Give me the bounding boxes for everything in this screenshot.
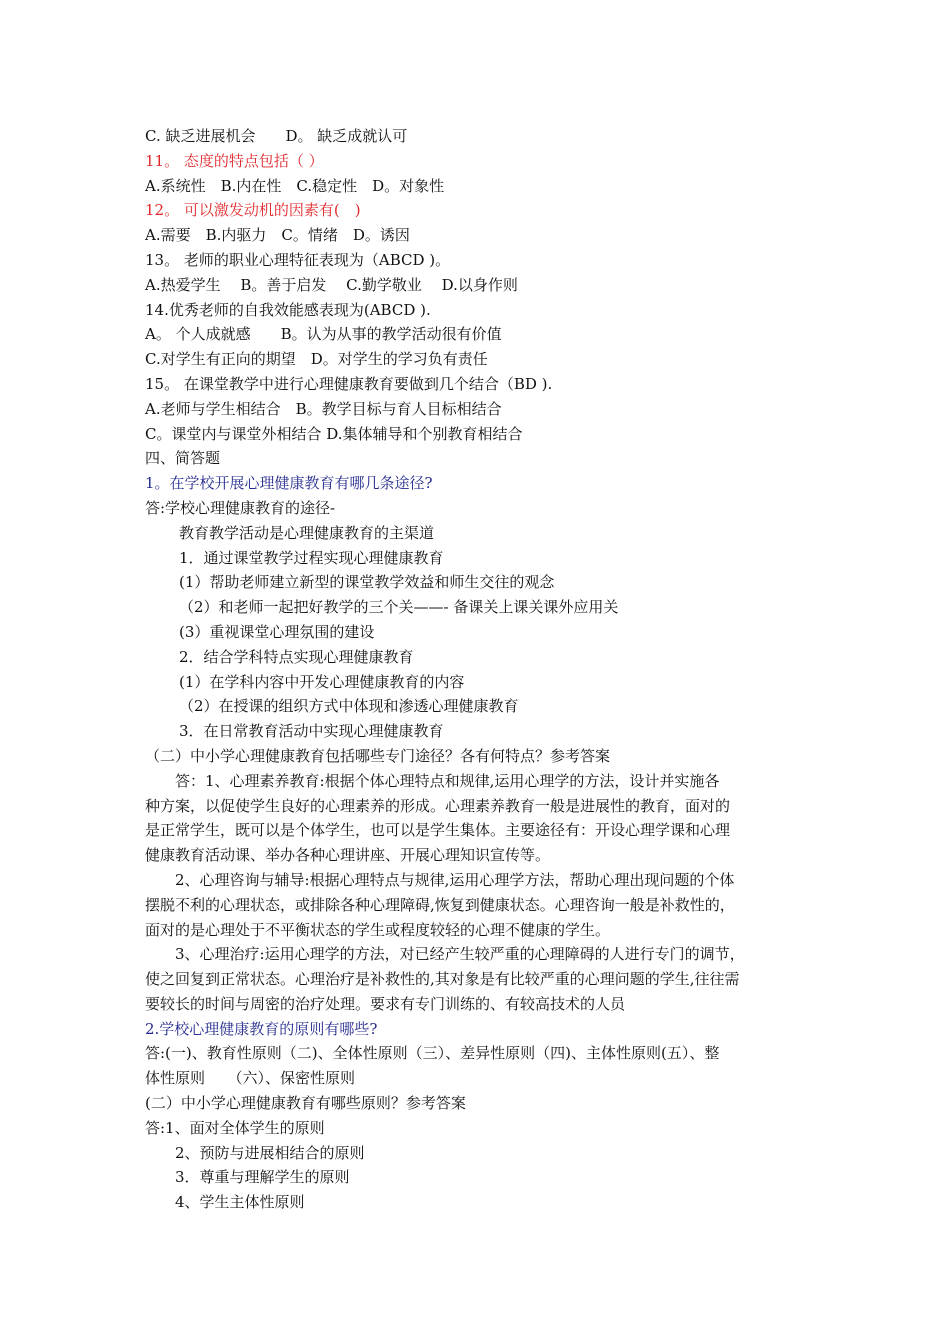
answer-line: (1）帮助老师建立新型的课堂教学效益和师生交往的观念 bbox=[179, 573, 555, 592]
answer-paragraph-3 bbox=[145, 942, 815, 1016]
paragraph-line: 要较长的时间与周密的治疗处理。要求有专门训练的、有较高技术的人员 bbox=[145, 994, 626, 1013]
answer-line: 2．结合学科特点实现心理健康教育 bbox=[179, 647, 414, 666]
answer-line: （2）在授课的组织方式中体现和渗透心理健康教育 bbox=[179, 697, 519, 716]
paragraph-line: 是正常学生，既可以是个体学生，也可以是学生集体。主要途径有：开设心理学课和心理 bbox=[145, 821, 731, 840]
answer-line: （2）和老师一起把好教学的三个关——- 备课关上课关课外应用关 bbox=[179, 598, 619, 617]
short-question-3: 2.学校心理健康教育的原则有哪些? bbox=[145, 1019, 378, 1038]
paragraph-line: 摆脱不利的心理状态，或排除各种心理障碍,恢复到健康状态。心理咨询一般是补救性的， bbox=[145, 895, 735, 914]
options-14-a: A。 个人成就感 B。认为从事的教学活动很有价值 bbox=[145, 325, 502, 344]
options-11: A.系统性 B.内在性 C.稳定性 D。对象性 bbox=[145, 176, 445, 195]
options-14-b: C.对学生有正向的期望 D。对学生的学习负有责任 bbox=[145, 350, 488, 369]
answer-line: 1．通过课堂教学过程实现心理健康教育 bbox=[179, 548, 444, 567]
options-12: A.需要 B.内驱力 C。情绪 D。诱因 bbox=[145, 226, 410, 245]
answer-line: (3）重视课堂心理氛围的建设 bbox=[179, 622, 375, 641]
answer-line: 3．尊重与理解学生的原则 bbox=[175, 1168, 350, 1187]
answer-line: (1）在学科内容中开发心理健康教育的内容 bbox=[179, 672, 465, 691]
options-13: A.热爱学生 B。善于启发 C.勤学敬业 D.以身作则 bbox=[145, 275, 518, 294]
section-heading: 四、简答题 bbox=[145, 449, 221, 468]
question-12: 12。 可以激发动机的因素有( ) bbox=[145, 201, 361, 220]
answer-paragraph-2 bbox=[145, 868, 815, 942]
short-question-4: (二）中小学心理健康教育有哪些原则？参考答案 bbox=[145, 1094, 466, 1113]
answer-intro: 答:学校心理健康教育的途径- bbox=[145, 498, 336, 517]
answer-line: 答:1、面对全体学生的原则 bbox=[145, 1118, 325, 1137]
answer-paragraph-1 bbox=[145, 769, 815, 868]
answer-line: 体性原则 （六）、保密性原则 bbox=[145, 1069, 356, 1088]
answer-line: 4、学生主体性原则 bbox=[175, 1193, 305, 1212]
question-11: 11。 态度的特点包括（ ） bbox=[145, 151, 324, 170]
paragraph-line: 面对的是心理处于不平衡状态的学生或程度较轻的心理不健康的学生。 bbox=[145, 920, 611, 939]
short-question-1: 1。在学校开展心理健康教育有哪几条途径? bbox=[145, 474, 433, 493]
answer-line: 答:(一)、教育性原则（二)、全体性原则（三）、差异性原则（四)、主体性原则(五）、整 bbox=[145, 1044, 720, 1063]
option-line: C. 缺乏进展机会 D。 缺乏成就认可 bbox=[145, 127, 408, 145]
paragraph-line: 健康教育活动课、举办各种心理讲座、开展心理知识宣传等。 bbox=[145, 846, 551, 865]
paragraph-line: 种方案，以促使学生良好的心理素养的形成。心理素养教育一般是进展性的教育，面对的 bbox=[145, 796, 731, 815]
question-13: 13。 老师的职业心理特征表现为（ABCD )。 bbox=[145, 250, 451, 269]
options-15-a: A.老师与学生相结合 B。教学目标与育人目标相结合 bbox=[145, 399, 502, 418]
paragraph-line: 答：1、心理素养教育:根据个体心理特点和规律,运用心理学的方法，设计并实施各 bbox=[145, 771, 720, 790]
answer-line: 教育教学活动是心理健康教育的主渠道 bbox=[179, 523, 435, 542]
answer-line: 2、预防与进展相结合的原则 bbox=[175, 1143, 365, 1162]
paragraph-line: 3、心理治疗:运用心理学的方法，对已经产生较严重的心理障碍的人进行专门的调节， bbox=[145, 945, 745, 964]
options-15-b: C。课堂内与课堂外相结合 D.集体辅导和个别教育相结合 bbox=[145, 424, 523, 443]
document-body bbox=[145, 124, 815, 1215]
short-question-2: （二）中小学心理健康教育包括哪些专门途径？各有何特点？参考答案 bbox=[145, 746, 611, 765]
question-15: 15。 在课堂教学中进行心理健康教育要做到几个结合（BD ). bbox=[145, 374, 553, 393]
answer-line: 3．在日常教育活动中实现心理健康教育 bbox=[179, 722, 444, 741]
question-14: 14.优秀老师的自我效能感表现为(ABCD ). bbox=[145, 300, 431, 319]
paragraph-line: 使之回复到正常状态。心理治疗是补救性的,其对象是有比较严重的心理问题的学生,往往需 bbox=[145, 970, 740, 989]
paragraph-line: 2、心理咨询与辅导:根据心理特点与规律,运用心理学方法，帮助心理出现问题的个体 bbox=[145, 870, 735, 889]
